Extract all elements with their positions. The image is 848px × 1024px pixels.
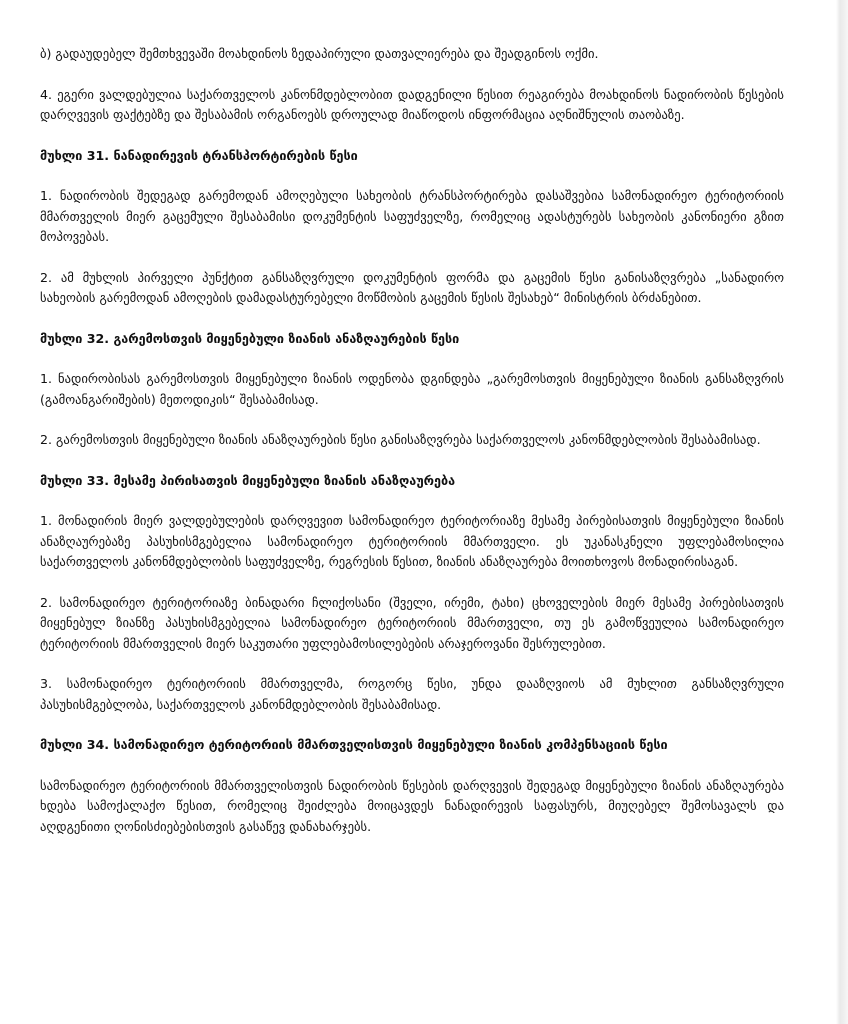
paragraph-item-b: ბ) გადაუდებელ შემთხვევაში მოახდინოს ზედაპირული დათვალიერება და შეადგინოს ოქმი. bbox=[40, 46, 599, 61]
article-34-paragraph: სამონადირეო ტერიტორიის მმართველისთვის ნადირობის წესების დარღვევის შედეგად მიყენებული ზიანის ანაზღაურება ხდება სამოქალაქო წესით, რომელიც შეიძლება მოიცავდეს ნანადირევის საფასურს, მიუღებელ შემოსავალს და აღდგენითი ღონისძიებებისთვის გასაწევ დანახარჯებს. bbox=[40, 777, 784, 834]
article-32-heading: მუხლი 32. გარემოსთვის მიყენებული ზიანის ანაზღაურების წესი bbox=[40, 330, 460, 346]
article-33-paragraph-1: 1. მონადირის მიერ ვალდებულების დარღვევით სამონადირეო ტერიტორიაზე მესამე პირებისათვის მიყენებული ზიანის ანაზღაურებაზე პასუხისმგებელია სამონადირეო ტერიტორიის მმართველი. ეს უკანასკნელი უფლებამოსილია საქართველოს კანონმდებლობის საფუძველზე, რეგრესის წესით, ზიანის ანაზღაურება მოითხოვოს მონადირისაგან. bbox=[40, 513, 784, 569]
article-32-paragraph-1: 1. ნადირობისას გარემოსთვის მიყენებული ზიანის ოდენობა დგინდება „გარემოსთვის მიყენებული ზიანის განსაზღვრის (გამოანგარიშების) მეთოდიკის“ შესაბამისად. bbox=[40, 371, 784, 407]
article-31-paragraph-1: 1. ნადირობის შედეგად გარემოდან ამოღებული სახეობის ტრანსპორტირება დასაშვებია სამონადირეო ტერიტორიის მმართველის მიერ გაცემული შესაბამისი დოკუმენტის საფუძველზე, რომელიც ადასტურებს სახეობის კანონიერი გზით მოპოვებას. bbox=[40, 188, 784, 244]
article-33-heading: მუხლი 33. მესამე პირისათვის მიყენებული ზიანის ანაზღაურება bbox=[40, 472, 456, 488]
article-33-paragraph-3: 3. სამონადირეო ტერიტორიის მმართველმა, როგორც წესი, უნდა დააზღვიოს ამ მუხლით განსაზღვრული პასუხისმგებლობა, საქართველოს კანონმდებლობის შესაბამისად. bbox=[40, 676, 784, 712]
article-31-paragraph-2: 2. ამ მუხლის პირველი პუნქტით განსაზღვრული დოკუმენტის ფორმა და გაცემის წესი განისაზღვრება „სანადირო სახეობის გარემოდან ამოღების დამადასტურებელი მოწმობის გაცემის წესის შესახებ“ მინისტრის ბრძანებით. bbox=[40, 269, 784, 305]
article-32-paragraph-2: 2. გარემოსთვის მიყენებული ზიანის ანაზღაურების წესი განისაზღვრება საქართველოს კანონმდებლობის შესაბამისად. bbox=[40, 432, 761, 447]
viewer-right-edge bbox=[836, 0, 848, 1024]
paragraph-4: 4. ეგერი ვალდებულია საქართველოს კანონმდებლობით დადგენილი წესით რეაგირება მოახდინოს ნადირობის წესების დარღვევის ფაქტებზე და შესაბამის ორგანოებს დროულად მიაწოდოს ინფორმაცია აღნიშნულის თაობაზე. bbox=[40, 86, 784, 122]
document-body bbox=[40, 44, 784, 857]
article-33-paragraph-2: 2. სამონადირეო ტერიტორიაზე ბინადარი ჩლიქოსანი (შველი, ირემი, ტახი) ცხოველების მიერ მესამე პირებისათვის მიყენებულ ზიანზე პასუხისმგებელია სამონადირეო ტერიტორიის მმართველი, თუ ეს გამოწვეულია სამონადირეო ტერიტორიის მმართველის მიერ საკუთარი უფლებამოსილებების არაჯეროვანი შესრულებით. bbox=[40, 594, 784, 651]
article-34-heading: მუხლი 34. სამონადირეო ტერიტორიის მმართველისთვის მიყენებული ზიანის კომპენსაციის წესი bbox=[40, 737, 668, 752]
article-31-heading: მუხლი 31. ნანადირევის ტრანსპორტირების წესი bbox=[40, 147, 358, 163]
